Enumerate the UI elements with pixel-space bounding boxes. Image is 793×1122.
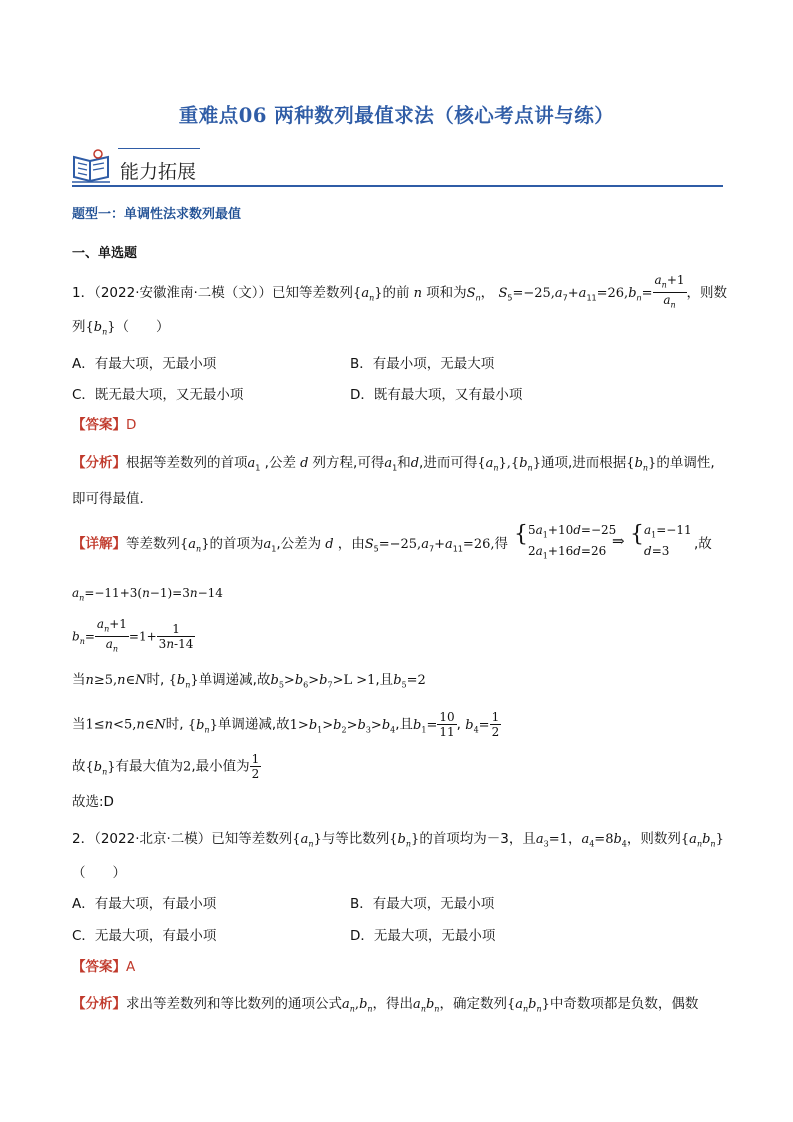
q2-stem: 2．（2022·北京·二模）已知等差数列$\{a_n\}$与等比数列$\{b_n\}$的首项均为－3，且$a_3=1$，$a_4=8b_4$，则数列$\{a_nb_n\}$ xyxy=(72,831,724,849)
implies-arrow: ⇒ xyxy=(612,532,625,550)
q1-analysis: 【分析】根据等差数列的首项$a_1$ ,公差 d 列方程,可得$a_1$和d,进而可得$\{a_n\},\{b_n\}$通项,进而根据$\{b_n\}$的单调性, xyxy=(72,455,715,473)
q1-choose: 故选:D xyxy=(72,794,114,810)
q1-maxmin: 故$\{b_n\}$有最大值为2,最小值为 $\frac{1}{2}$ xyxy=(72,752,260,781)
q2-option-a[interactable]: A．有最大项，有最小项 xyxy=(72,896,217,912)
q1-stem-line2: 列$\{b_n\}$（ ） xyxy=(72,319,170,337)
q1-bn-formula: $b_n=$ $\frac{a_n+1}{a_n}$ =1+ $\frac{1}{3n-14}$ xyxy=(72,617,194,654)
q2-option-b[interactable]: B．有最大项，无最小项 xyxy=(350,896,495,912)
part-heading: 一、单选题 xyxy=(72,246,138,261)
q1-stem: 1．（2022·安徽淮南·二模（文））已知等差数列$\{a_n\}$的前 n 项和为$S_n$， $S_5=-25,a_7+a_{11}=26,b_n=$ $\frac{a_n+1}{a_n}$ ，则数 xyxy=(72,273,728,310)
q2-option-d[interactable]: D．无最大项，无最小项 xyxy=(350,928,496,944)
q1-analysis-line2: 即可得最值. xyxy=(72,491,144,507)
q1-answer: 【答案】D xyxy=(72,417,137,433)
q2-answer: 【答案】A xyxy=(72,959,136,975)
page-title: 重难点06 两种数列最值求法（核心考点讲与练） xyxy=(178,104,615,127)
q2-stem-line2: （ ） xyxy=(72,865,126,881)
q1-mono-1: 当n≥5,n∈N时, $\{b_n\}$单调递减,故$b_5>b_6>b_7>L >1$,且$b_5=2$ xyxy=(72,672,426,690)
q1-mono-2: 当1≤n<5,n∈N时, $\{b_n\}$单调递减,故$1>b_1>b_2>b_3>b_4$,且$b_1=$ $\frac{10}{11}$ , $b_4=$ $\frac{1}{2}$ xyxy=(72,710,500,739)
q1-system-left: {$5a_1+10d=-25$ $2a_1+16d=26$ xyxy=(514,522,617,561)
section-title: 能力拓展 xyxy=(120,161,197,183)
q1-detail: 【详解】等差数列$\{a_n\}$的首项为$a_1$,公差为 d ，由$S_5=-25,a_7+a_{11}=26$,得 xyxy=(72,536,508,554)
q2-option-c[interactable]: C．无最大项，有最小项 xyxy=(72,928,217,944)
book-icon xyxy=(70,147,114,185)
q2-analysis: 【分析】求出等差数列和等比数列的通项公式$a_n,b_n$，得出$a_nb_n$，确定数列$\{a_nb_n\}$中奇数项都是负数，偶数 xyxy=(72,996,699,1014)
q1-option-a[interactable]: A．有最大项，无最小项 xyxy=(72,356,217,372)
q1-an-formula: $a_n=-11+3(n-1)=3n-14$ xyxy=(72,586,223,603)
section-rule xyxy=(72,185,723,187)
q1-option-b[interactable]: B．有最小项，无最大项 xyxy=(350,356,495,372)
q1-option-d[interactable]: D．既有最大项，又有最小项 xyxy=(350,387,523,403)
q1-system-right: {$a_1=-11$ d=3 xyxy=(630,522,692,559)
q1-option-c[interactable]: C．既无最大项，又无最小项 xyxy=(72,387,244,403)
section-top-line xyxy=(118,148,200,149)
q1-detail-end: ,故 xyxy=(694,536,712,552)
type-heading: 题型一：单调性法求数列最值 xyxy=(72,207,242,222)
